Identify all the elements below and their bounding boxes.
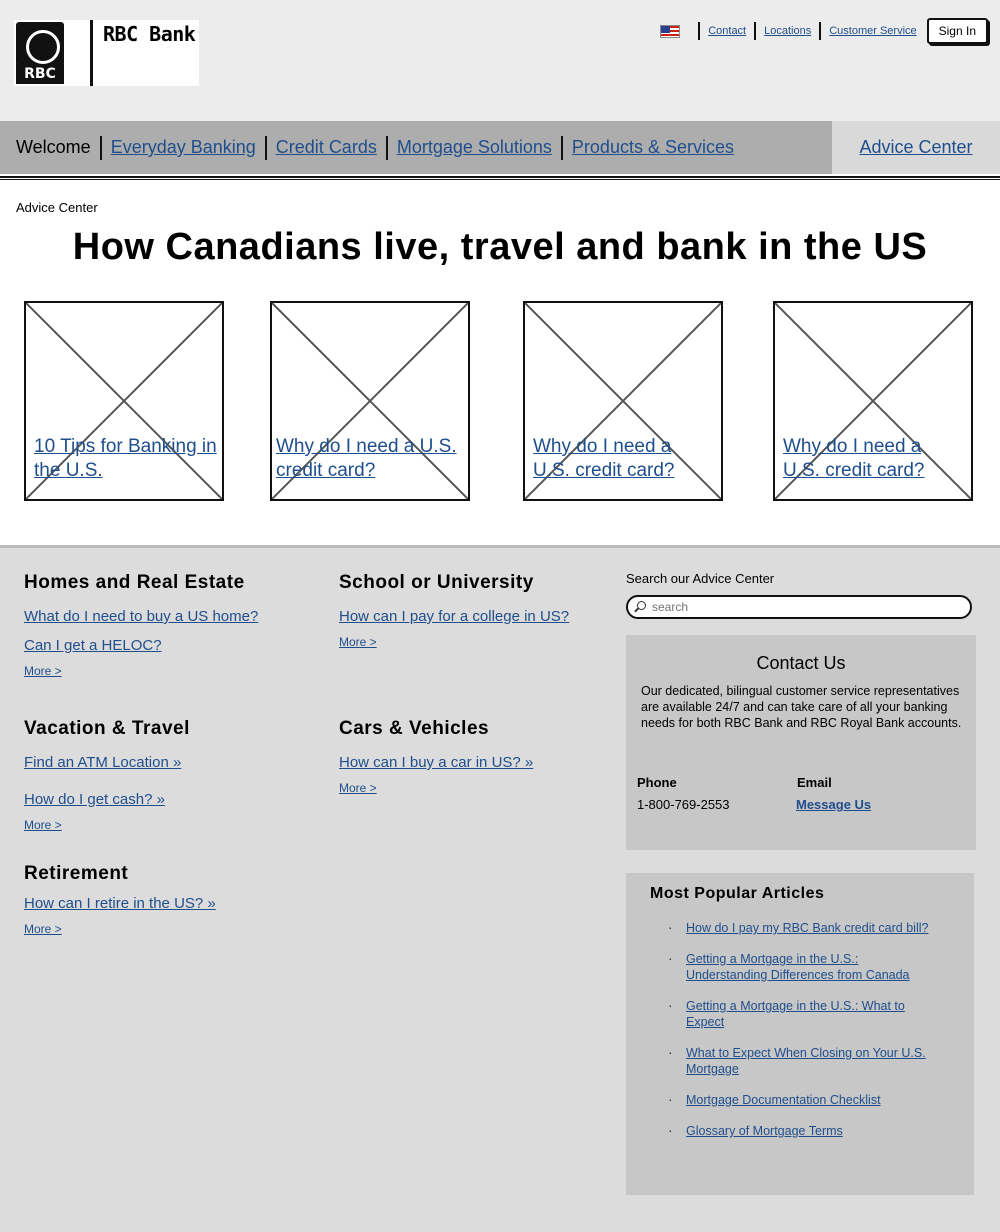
contact-title: Contact Us xyxy=(756,653,846,673)
category-title: Vacation & Travel xyxy=(24,718,190,739)
category-homes xyxy=(24,572,324,678)
category-question-link[interactable]: How can I retire in the US? » xyxy=(24,895,216,912)
category-school xyxy=(339,572,609,649)
category-question-link[interactable]: Can I get a HELOC? xyxy=(24,637,162,654)
message-us-link[interactable]: Message Us xyxy=(796,797,872,812)
article-card-link[interactable]: Why do I need a U.S. credit card? xyxy=(276,436,457,481)
page-title: How Canadians live, travel and bank in the US xyxy=(72,226,928,268)
article-card[interactable] xyxy=(773,301,973,501)
divider xyxy=(265,136,267,160)
category-question-link[interactable]: How can I pay for a college in US? xyxy=(339,608,570,625)
nav-products-services[interactable]: Products & Services xyxy=(571,137,734,157)
logo-divider xyxy=(90,20,93,86)
category-question-link[interactable]: How can I buy a car in US? » xyxy=(339,754,534,771)
utility-nav xyxy=(660,16,988,46)
category-question-link[interactable]: What do I need to buy a US home? xyxy=(24,608,259,625)
article-link[interactable]: What to Expect When Closing on Your U.S. Mortgage xyxy=(686,1046,926,1076)
article-link[interactable]: Getting a Mortgage in the U.S.: What to Expect xyxy=(686,999,905,1029)
more-link[interactable]: More > xyxy=(24,818,62,832)
article-link[interactable]: Mortgage Documentation Checklist xyxy=(686,1093,881,1107)
category-title: Homes and Real Estate xyxy=(24,572,245,593)
logo-text: RBC Bank xyxy=(103,22,196,46)
list-item xyxy=(668,1123,938,1139)
popular-articles-list xyxy=(668,920,938,1154)
lion-shield-icon xyxy=(16,22,74,84)
divider xyxy=(698,22,700,40)
category-question-link[interactable]: How do I get cash? » xyxy=(24,791,165,808)
breadcrumb: Advice Center xyxy=(16,200,98,215)
sign-in-button[interactable]: Sign In xyxy=(927,18,988,44)
list-item xyxy=(668,920,938,936)
article-card[interactable] xyxy=(523,301,723,501)
category-vacation xyxy=(24,718,324,832)
us-flag-icon[interactable] xyxy=(660,25,680,38)
nav-main xyxy=(0,121,832,174)
main-nav xyxy=(0,121,1000,174)
divider xyxy=(100,136,102,160)
list-item xyxy=(668,951,938,983)
category-retirement xyxy=(24,863,324,936)
more-link[interactable]: More > xyxy=(24,664,62,678)
article-link[interactable]: Glossary of Mortgage Terms xyxy=(686,1124,843,1138)
email-label: Email xyxy=(797,775,832,790)
popular-articles-title: Most Popular Articles xyxy=(650,885,825,902)
category-question-link[interactable]: Find an ATM Location » xyxy=(24,754,182,771)
article-card[interactable] xyxy=(24,301,224,501)
article-card-link[interactable]: Why do I need a U.S. credit card? xyxy=(783,436,925,481)
search-label: Search our Advice Center xyxy=(626,571,775,586)
nav-divider xyxy=(0,176,1000,180)
search-input[interactable] xyxy=(652,600,952,614)
rbc-logo[interactable] xyxy=(14,20,199,86)
list-item xyxy=(668,1092,938,1108)
search-icon xyxy=(634,601,646,613)
divider xyxy=(754,22,756,40)
site-header xyxy=(0,0,1000,121)
nav-everyday-banking[interactable]: Everyday Banking xyxy=(110,137,256,157)
popular-articles-panel xyxy=(626,873,974,1195)
article-card-link[interactable]: Why do I need a U.S. credit card? xyxy=(533,436,675,481)
nav-credit-cards[interactable]: Credit Cards xyxy=(275,137,377,157)
article-link[interactable]: How do I pay my RBC Bank credit card bill? xyxy=(686,921,929,935)
nav-welcome[interactable]: Welcome xyxy=(16,137,91,157)
more-link[interactable]: More > xyxy=(24,922,62,936)
more-link[interactable]: More > xyxy=(339,635,377,649)
customer-service-link[interactable]: Customer Service xyxy=(829,25,917,37)
article-link[interactable]: Getting a Mortgage in the U.S.: Understanding Differences from Canada xyxy=(686,952,910,982)
phone-number: 1-800-769-2553 xyxy=(637,797,730,812)
contact-panel xyxy=(626,635,976,850)
nav-mortgage-solutions[interactable]: Mortgage Solutions xyxy=(396,137,552,157)
category-cars xyxy=(339,718,609,795)
divider xyxy=(386,136,388,160)
category-title: School or University xyxy=(339,572,534,593)
search-box[interactable] xyxy=(626,595,972,619)
nav-advice-center[interactable]: Advice Center xyxy=(832,121,1000,174)
category-title: Retirement xyxy=(24,863,129,884)
category-title: Cars & Vehicles xyxy=(339,718,490,739)
list-item xyxy=(668,1045,938,1077)
phone-label: Phone xyxy=(637,775,677,790)
contact-description: Our dedicated, bilingual customer service representatives are available 24/7 and can take care of all your banking needs for both RBC Bank and RBC Royal Bank accounts. xyxy=(641,684,962,730)
list-item xyxy=(668,998,938,1030)
divider xyxy=(819,22,821,40)
article-card-link[interactable]: 10 Tips for Banking in the U.S. xyxy=(34,436,217,481)
divider xyxy=(561,136,563,160)
more-link[interactable]: More > xyxy=(339,781,377,795)
article-card[interactable] xyxy=(270,301,470,501)
contact-link[interactable]: Contact xyxy=(708,25,747,37)
locations-link[interactable]: Locations xyxy=(764,25,812,37)
logo-mark-text: RBC xyxy=(16,64,64,84)
